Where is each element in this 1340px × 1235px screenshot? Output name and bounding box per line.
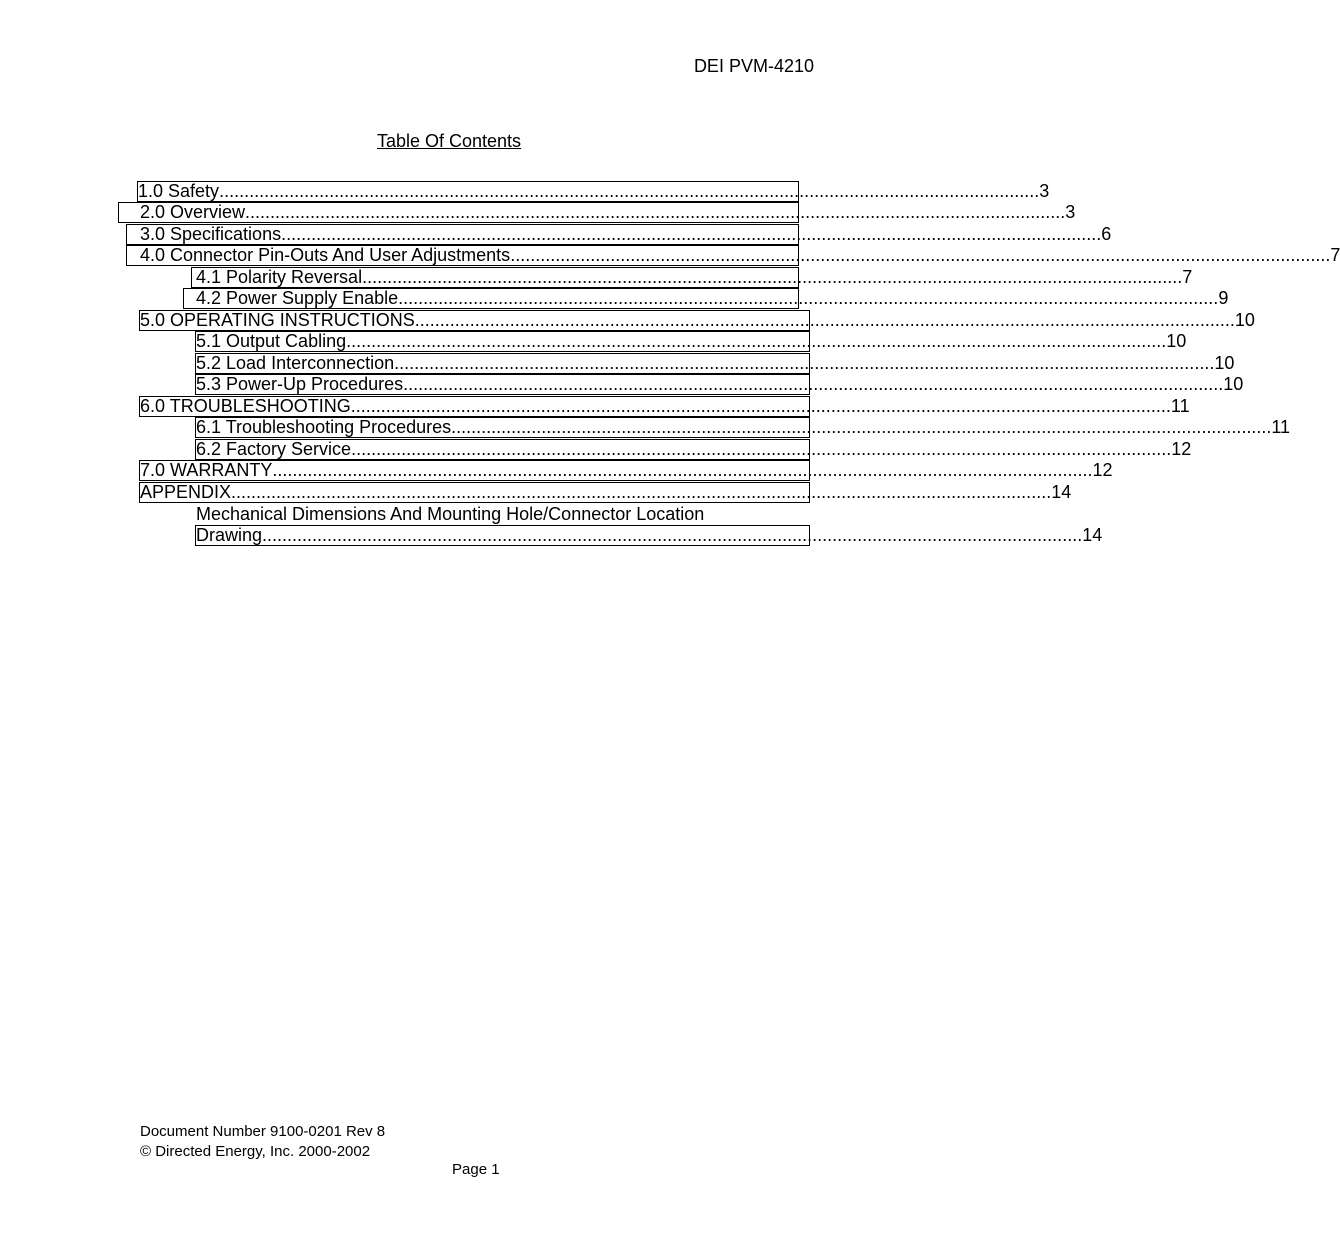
- toc-entry-page: 10: [1166, 331, 1187, 351]
- toc-entry-label: 5.1 Output Cabling: [196, 331, 347, 351]
- toc-entry-connector-pinouts[interactable]: 4.0 Connector Pin-Outs And User Adjustments .................................................................................................................................................................... 7: [126, 245, 799, 266]
- document-id: DEI PVM-4210: [693, 56, 814, 76]
- toc-entry-label: APPENDIX: [140, 482, 232, 502]
- toc-entry-safety[interactable]: 1.0 Safety .................................................................................................................................................................... 3: [138, 181, 1050, 201]
- toc-entry-output-cabling[interactable]: 5.1 Output Cabling .................................................................................................................................................................... 10: [196, 331, 1187, 351]
- toc-entry-label: 4.0 Connector Pin-Outs And User Adjustments: [140, 245, 511, 265]
- toc-entry-label: 4.1 Polarity Reversal: [196, 267, 363, 287]
- toc-entry-appendix[interactable]: APPENDIX .................................................................................................................................................................... 14: [140, 482, 1072, 502]
- toc-entry-page: 7: [1182, 267, 1193, 287]
- toc-entry-troubleshooting-procedures[interactable]: 6.1 Troubleshooting Procedures .................................................................................................................................................................... 11: [196, 417, 1291, 437]
- toc-entry-page: 12: [1171, 439, 1192, 459]
- toc-entry-label: 5.2 Load Interconnection: [196, 353, 395, 373]
- toc-entry-label: Drawing: [196, 525, 263, 545]
- toc-entry-page: 7: [1330, 245, 1340, 265]
- toc-entry-operating-instructions[interactable]: 5.0 OPERATING INSTRUCTIONS .................................................................................................................................................................... 10: [140, 310, 1255, 330]
- toc-entry-page: 3: [1065, 202, 1076, 222]
- toc-entry-page: 9: [1218, 288, 1229, 308]
- toc-entry-page: 10: [1234, 310, 1255, 330]
- toc-title: Table Of Contents: [376, 131, 522, 151]
- toc-entry-troubleshooting[interactable]: 6.0 TROUBLESHOOTING .................................................................................................................................................................... 11: [140, 396, 1190, 416]
- toc-entry-drawing[interactable]: Drawing .................................................................................................................................................................... 14: [196, 525, 1103, 545]
- footer-page-number: Page 1: [452, 1161, 500, 1178]
- toc-entry-label: 3.0 Specifications: [140, 224, 282, 244]
- toc-entry-page: 14: [1051, 482, 1072, 502]
- toc-entry-label: 7.0 WARRANTY: [140, 460, 273, 480]
- toc-entry-label: 6.2 Factory Service: [196, 439, 352, 459]
- toc-entry-page: 10: [1223, 374, 1244, 394]
- footer-document-number: Document Number 9100-0201 Rev 8: [140, 1123, 386, 1140]
- toc-entry-label: 5.3 Power-Up Procedures: [196, 374, 404, 394]
- toc-entry-appendix-sub-line1: Mechanical Dimensions And Mounting Hole/Connector Location: [196, 504, 705, 524]
- toc-entry-label: 2.0 Overview: [140, 202, 246, 222]
- toc-entry-page: 11: [1271, 417, 1291, 437]
- toc-entry-power-supply-enable[interactable]: 4.2 Power Supply Enable .................................................................................................................................................................... 9: [183, 288, 799, 309]
- toc-entry-page: 11: [1170, 396, 1190, 416]
- toc-entry-label: 6.0 TROUBLESHOOTING: [140, 396, 351, 416]
- toc-entry-label: 6.1 Troubleshooting Procedures: [196, 417, 452, 437]
- toc-entry-overview[interactable]: 2.0 Overview .................................................................................................................................................................... 3: [118, 202, 799, 223]
- toc-entry-page: 6: [1101, 224, 1112, 244]
- toc-entry-specifications[interactable]: 3.0 Specifications .................................................................................................................................................................... 6: [126, 224, 799, 245]
- toc-entry-label: 4.2 Power Supply Enable: [196, 288, 399, 308]
- toc-entry-page: 3: [1039, 181, 1050, 201]
- toc-entry-power-up-procedures[interactable]: 5.3 Power-Up Procedures .................................................................................................................................................................... 10: [196, 374, 1244, 394]
- toc-entry-polarity-reversal[interactable]: 4.1 Polarity Reversal .................................................................................................................................................................... 7: [191, 267, 799, 288]
- toc-entry-page: 10: [1214, 353, 1235, 373]
- toc-entry-page: 12: [1092, 460, 1113, 480]
- toc-entry-warranty[interactable]: 7.0 WARRANTY .................................................................................................................................................................... 12: [140, 460, 1113, 480]
- footer-copyright: © Directed Energy, Inc. 2000-2002: [140, 1143, 371, 1160]
- toc-entry-factory-service[interactable]: 6.2 Factory Service .................................................................................................................................................................... 12: [196, 439, 1192, 459]
- toc-entry-page: 14: [1082, 525, 1103, 545]
- toc-entry-label: 5.0 OPERATING INSTRUCTIONS: [140, 310, 415, 330]
- toc-entry-load-interconnection[interactable]: 5.2 Load Interconnection .................................................................................................................................................................... 10: [196, 353, 1235, 373]
- toc-entry-label: 1.0 Safety: [138, 181, 220, 201]
